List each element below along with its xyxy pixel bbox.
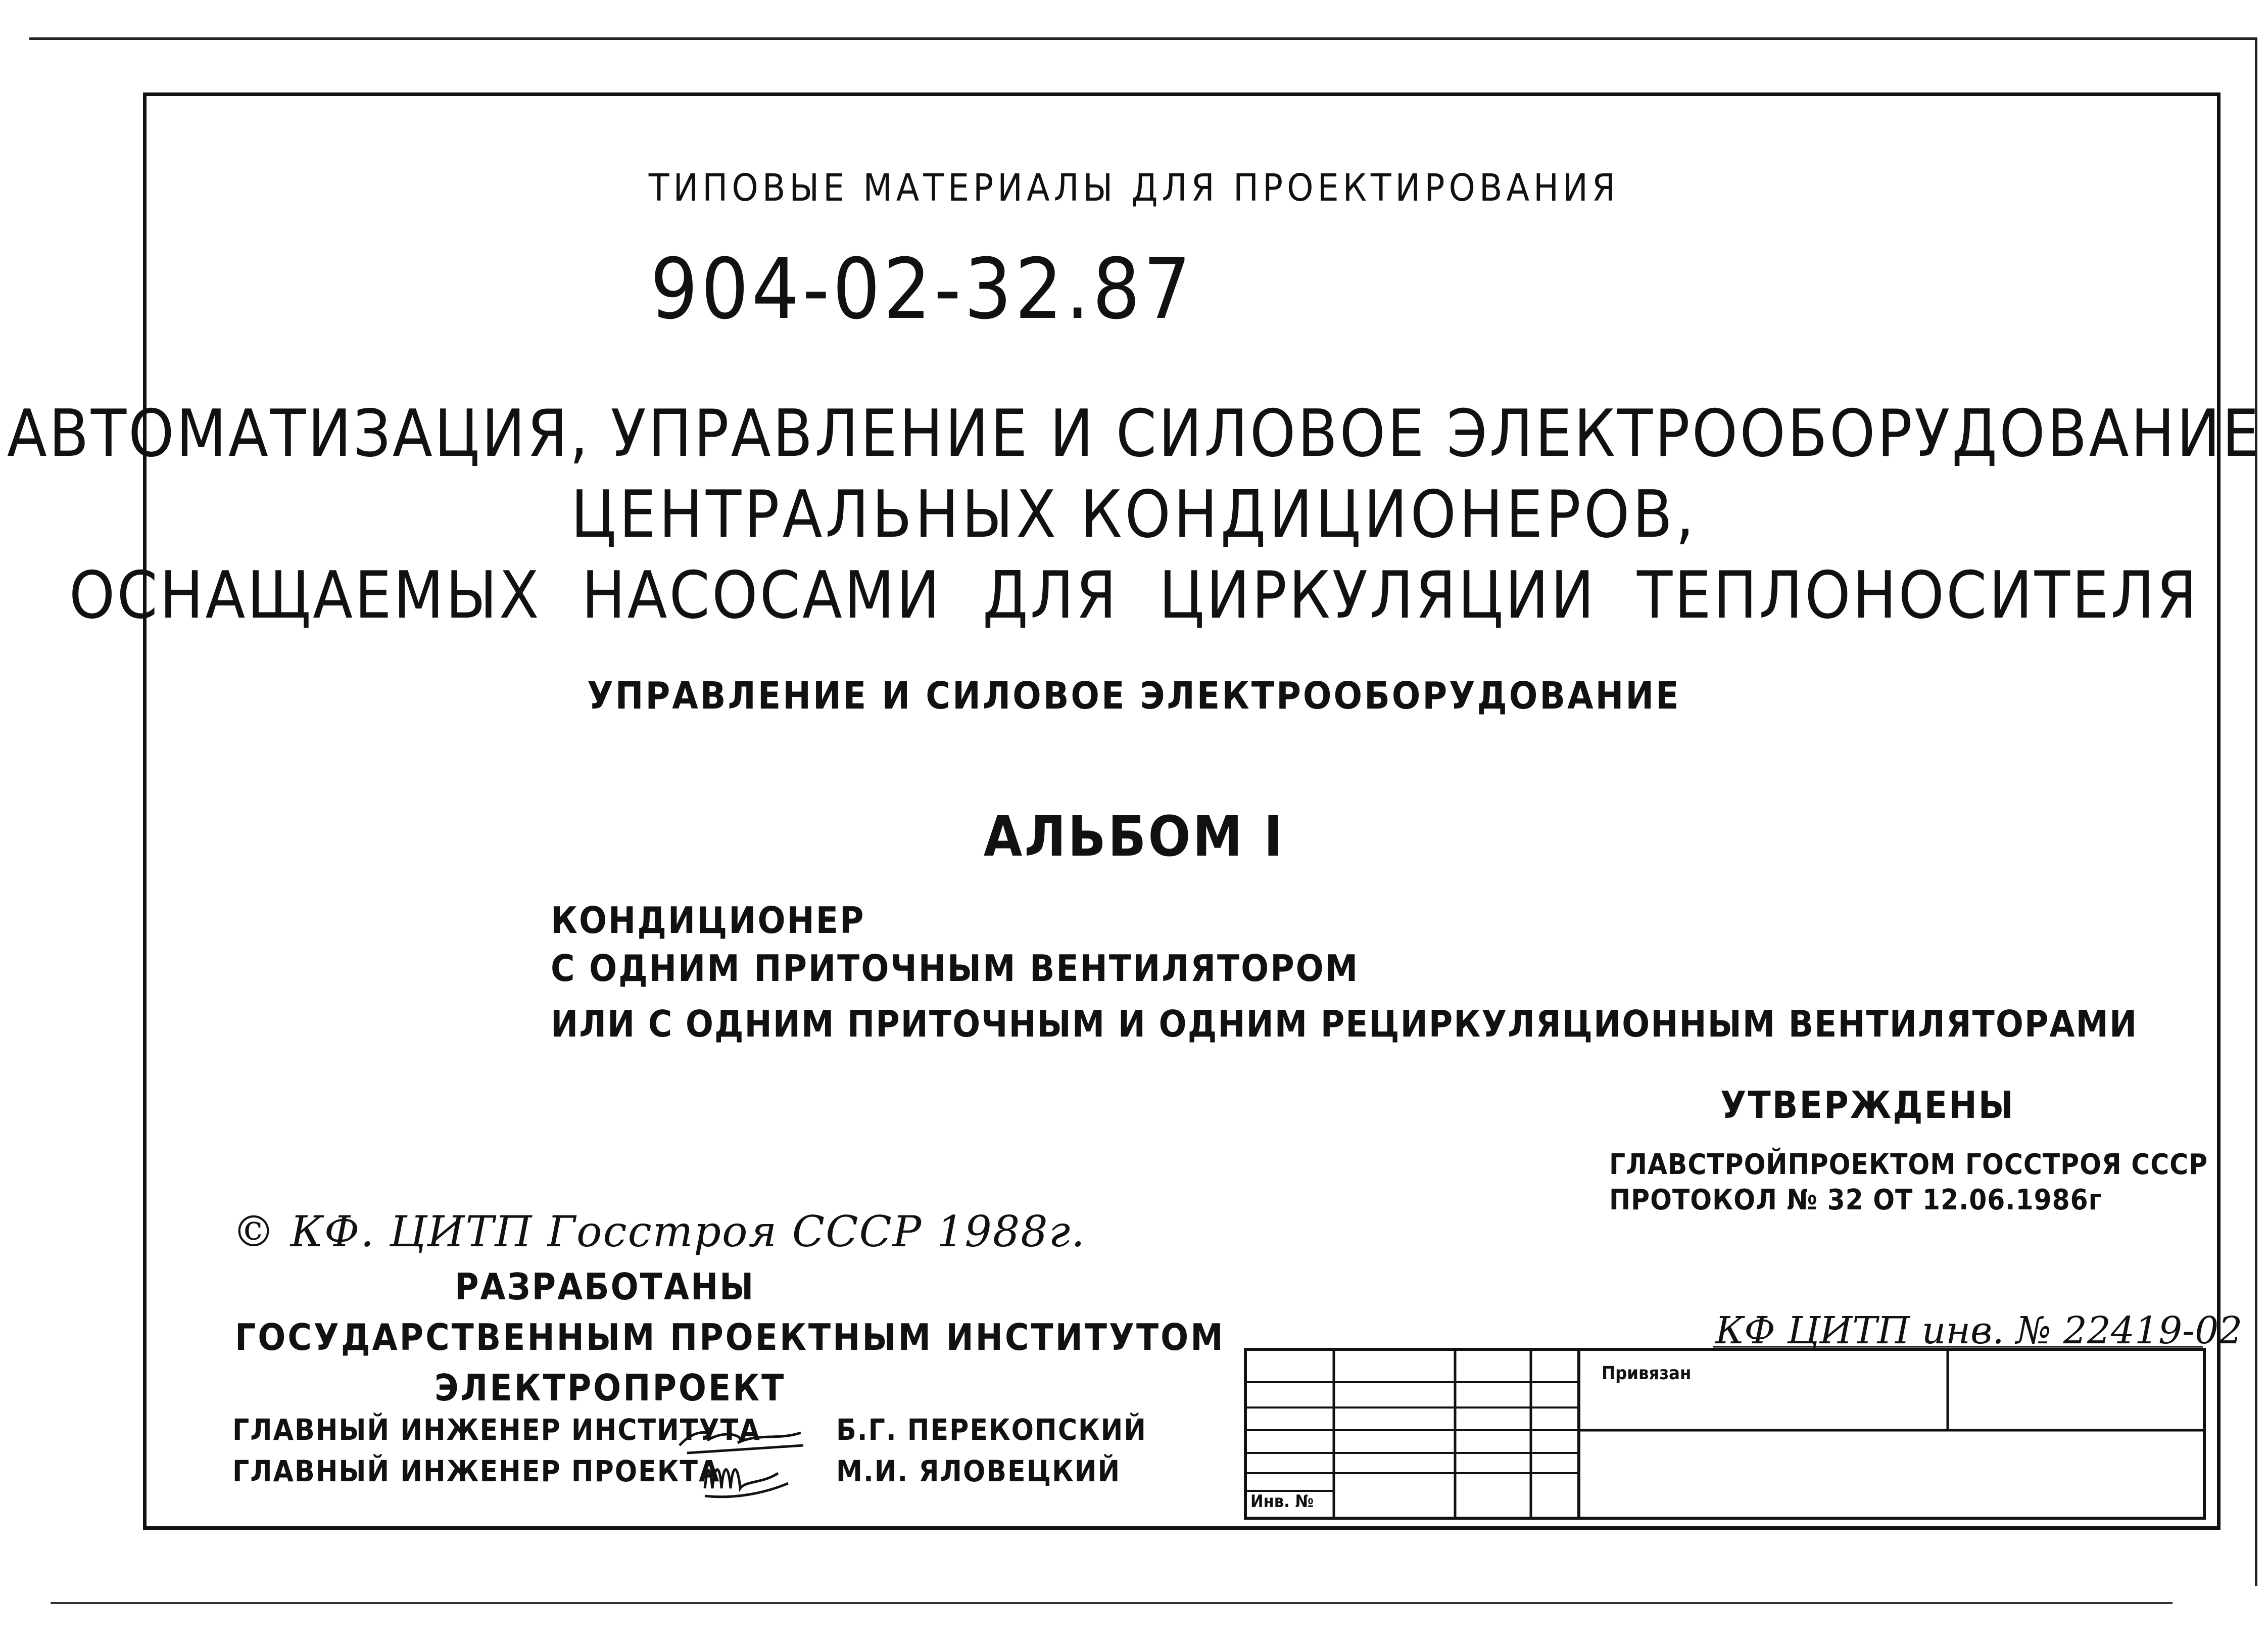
inv-no-label: Инв. № bbox=[1250, 1491, 1314, 1512]
developer-heading: РАЗРАБОТАНЫ bbox=[455, 1265, 755, 1308]
header-text: ТИПОВЫЕ МАТЕРИАЛЫ ДЛЯ ПРОЕКТИРОВАНИЯ bbox=[648, 166, 1620, 210]
title-line-1: АВТОМАТИЗАЦИЯ, УПРАВЛЕНИЕ И СИЛОВОЕ ЭЛЕКТРООБОРУДОВАНИЕ bbox=[7, 396, 2261, 472]
approval-heading: УТВЕРЖДЕНЫ bbox=[1720, 1084, 2015, 1127]
document-number: 904-02-32.87 bbox=[650, 241, 1194, 338]
content-line-1: КОНДИЦИОНЕР bbox=[551, 899, 865, 942]
title-line-3: ОСНАЩАЕМЫХ НАСОСАМИ ДЛЯ ЦИРКУЛЯЦИИ ТЕПЛОНОСИТЕЛЯ bbox=[69, 558, 2199, 633]
content-line-2: С ОДНИМ ПРИТОЧНЫМ ВЕНТИЛЯТОРОМ bbox=[551, 947, 1360, 990]
copyright-note: © КФ. ЦИТП Госстроя СССР 1988г. bbox=[232, 1207, 1086, 1256]
developer-name: ЭЛЕКТРОПРОЕКТ bbox=[435, 1367, 786, 1409]
chief-institute-name: Б.Г. ПЕРЕКОПСКИЙ bbox=[836, 1413, 1147, 1447]
approval-protocol: ПРОТОКОЛ № 32 ОТ 12.06.1986г bbox=[1609, 1184, 2103, 1216]
title-line-2: ЦЕНТРАЛЬНЫХ КОНДИЦИОНЕРОВ, bbox=[571, 477, 1697, 552]
subtitle: УПРАВЛЕНИЕ И СИЛОВОЕ ЭЛЕКТРООБОРУДОВАНИЕ bbox=[587, 674, 1681, 718]
bound-label: Привязан bbox=[1602, 1363, 1692, 1384]
chief-project-label: ГЛАВНЫЙ ИНЖЕНЕР ПРОЕКТА bbox=[232, 1454, 720, 1488]
signature-institute bbox=[680, 1432, 803, 1453]
album-label: АЛЬБОМ I bbox=[983, 804, 1285, 869]
inventory-number: КФ ЦИТП инв. № 22419-02 bbox=[1715, 1309, 2243, 1352]
approval-organization: ГЛАВСТРОЙПРОЕКТОМ ГОССТРОЯ СССР bbox=[1609, 1148, 2208, 1181]
stamp-table-outline bbox=[1245, 1349, 2204, 1518]
chief-institute-label: ГЛАВНЫЙ ИНЖЕНЕР ИНСТИТУТА bbox=[232, 1413, 761, 1447]
developer-institute: ГОСУДАРСТВЕННЫМ ПРОЕКТНЫМ ИНСТИТУТОМ bbox=[235, 1316, 1225, 1358]
chief-project-name: М.И. ЯЛОВЕЦКИЙ bbox=[836, 1454, 1121, 1488]
content-line-3: ИЛИ С ОДНИМ ПРИТОЧНЫМ И ОДНИМ РЕЦИРКУЛЯЦИОННЫМ ВЕНТИЛЯТОРАМИ bbox=[551, 1003, 2138, 1045]
signature-project bbox=[705, 1470, 788, 1497]
